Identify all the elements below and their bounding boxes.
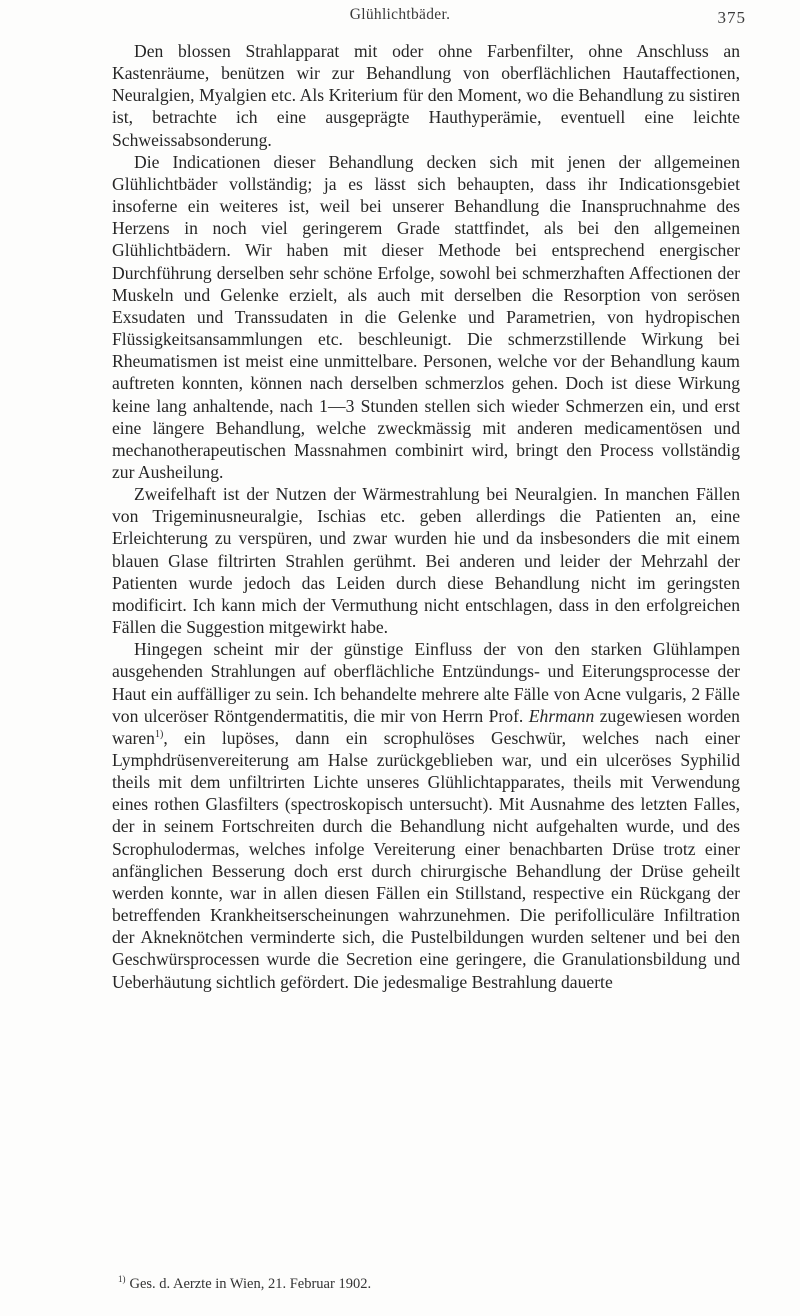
paragraph-neuralgien: Zweifelhaft ist der Nutzen der Wärmestrahlung bei Neuralgien. In manchen Fällen von Trigeminusneuralgie, Ischias etc. geben allerdings die Patienten an, eine Erleichterung zu verspüren, und zwar wurden hie und da insbesonders die mit einem blauen Glase filtrirten Strahlen gerühmt. Bei anderen und leider der Mehrzahl der Patienten wurde jedoch das Leiden durch diese Behandlung nicht im geringsten modificirt. Ich kann mich der Vermuthung nicht entschlagen, dass in den erfolgreichen Fällen die Suggestion mitgewirkt habe.: [112, 484, 740, 638]
running-header: [0, 6, 800, 28]
cited-person-name: Ehrmann: [528, 705, 595, 726]
footnote-mark: 1): [118, 1274, 126, 1285]
paragraph-indicationen: Die Indicationen dieser Behandlung decken sich mit jenen der allgemeinen Glühlichtbäder vollständig; ja es lässt sich behaupten, dass ihr Indicationsgebiet insoferne ein weiteres ist, weil bei unserer Behandlung die Inanspruchnahme des Herzens in noch viel geringerem Grade stattfindet, als bei den allgemeinen Glühlichtbädern. Wir haben mit dieser Methode bei entsprechend energischer Durchführung derselben sehr schöne Erfolge, sowohl bei schmerzhaften Affectionen der Muskeln und Gelenke erzielt, als auch mit derselben die Resorption von serösen Exsudaten und Transsudaten in die Gelenke und Parametrien, von hydropischen Flüssigkeitsansammlungen etc. beschleunigt. Die schmerzstillende Wirkung bei Rheumatismen ist meist eine unmittelbare. Personen, welche vor der Behandlung kaum auftreten konnten, können nach derselben schmerzlos gehen. Doch ist diese Wirkung keine lang anhaltende, nach 1—3 Stunden stellen sich wieder Schmerzen ein, und erst eine längere Behandlung, welche zweckmässig mit anderen medicamentösen und mechanotherapeutischen Massnahmen combinirt wird, bringt den Process vollständig zur Ausheilung.: [112, 151, 740, 482]
paragraph-text-segment: Hingegen scheint mir der günstige Einfluss der von den starken Glühlampen ausgehenden Strahlungen auf oberflächliche Entzündungs- und Eiterungsprocesse der Haut ein auffälliger zu sein. Ich behandelte mehrere alte Fälle von Acne vulgaris, 2 Fälle von ulceröser Röntgendermatitis, die mir von Herrn Prof.: [112, 639, 740, 726]
paragraph-hautprocesse: [112, 638, 740, 993]
footnote-text: Ges. d. Aerzte in Wien, 21. Februar 1902.: [129, 1276, 372, 1292]
running-title: Glühlichtbäder.: [349, 6, 451, 23]
footnote-reference: 1): [154, 728, 164, 740]
body-text: [112, 40, 740, 993]
paragraph-text-segment: zugewiesen worden waren: [112, 705, 740, 748]
paragraph-strahlapparat: Den blossen Strahlapparat mit oder ohne Farbenfilter, ohne Anschluss an Kastenräume, benützen wir zur Behandlung von oberflächlichen Hautaffectionen, Neuralgien, Myalgien etc. Als Kriterium für den Moment, wo die Behandlung zu sistiren ist, betrachte ich eine ausgeprägte Hauthyperämie, eventuell eine leichte Schweissabsonderung.: [112, 41, 740, 150]
paragraph-text-segment: , ein lupöses, dann ein scrophulöses Geschwür, welches nach einer Lymphdrüsenvereiterung am Halse zurückgeblieben war, und ein ulceröses Syphilid theils mit dem unfiltrirten Lichte unseres Glühlichtapparates, theils mit Verwendung eines rothen Glasfilters (spectroskopisch untersucht). Mit Ausnahme des letzten Falles, der in seinem Fortschreiten durch die Behandlung nicht aufgehalten wurde, und des Scrophulodermas, welches infolge Vereiterung einer benachbarten Drüse trotz einer anfänglichen Besserung doch erst durch chirurgische Behandlung der Drüse geheilt werden konnte, war in allen diesen Fällen ein Stillstand, respective ein Rückgang der betreffenden Krankheitserscheinungen wahrzunehmen. Die perifolliculäre Infiltration der Akneknötchen verminderte sich, die Pustelbildungen wurden seltener und bei den Geschwürsprocessen wurde die Secretion eine geringere, die Granulationsbildung und Ueberhäutung sichtlich gefördert. Die jedesmalige Bestrahlung dauerte: [112, 727, 740, 992]
footnote: [118, 1275, 738, 1293]
page-number: 375: [717, 8, 746, 27]
